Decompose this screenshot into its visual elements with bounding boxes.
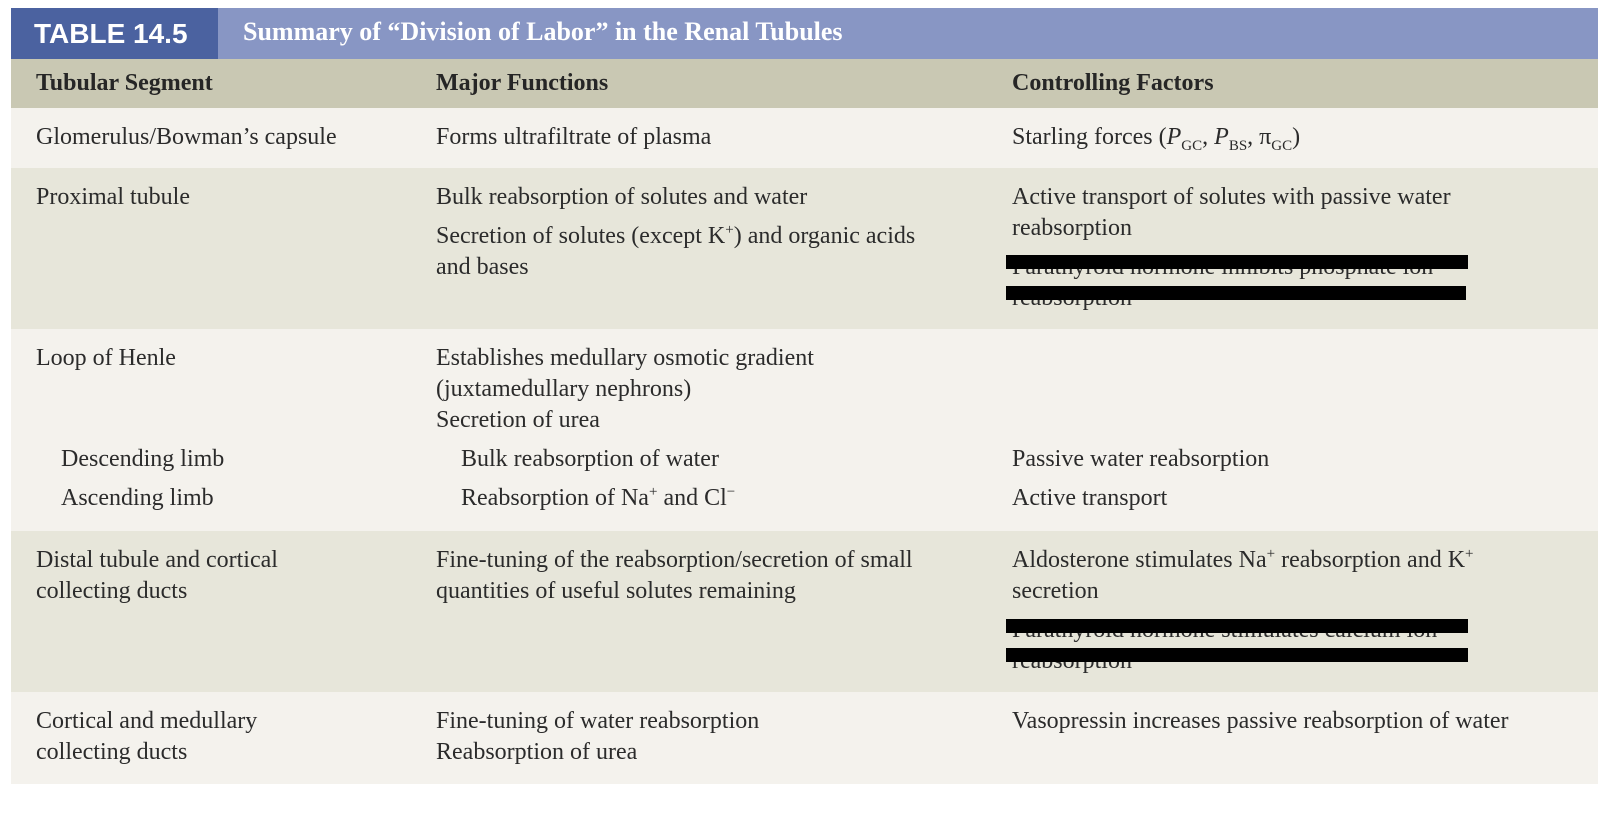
function-line: Bulk reabsorption of solutes and water xyxy=(436,184,808,210)
header-major-functions: Major Functions xyxy=(436,70,609,96)
redacted-line xyxy=(1012,283,1598,314)
function-descending-limb: Bulk reabsorption of water xyxy=(461,446,719,472)
table-row-collecting-ducts xyxy=(11,692,1598,784)
function-line: and bases xyxy=(436,254,529,280)
function-text: Reabsorption of Na xyxy=(461,485,649,511)
superscript: + xyxy=(648,484,658,500)
subscript: GC xyxy=(1271,137,1293,154)
segment-cell xyxy=(11,343,414,531)
segment-line: collecting ducts xyxy=(36,739,188,765)
function-line xyxy=(436,221,985,252)
table-header-row xyxy=(11,59,1598,108)
factor-line xyxy=(1012,545,1598,576)
function-line: Secretion of urea xyxy=(436,407,600,433)
factor-cell: Vasopressin increases passive reabsorption of water xyxy=(1012,708,1509,734)
function-ascending-limb xyxy=(436,483,985,514)
superscript: + xyxy=(1465,546,1474,562)
subscript: BS xyxy=(1228,137,1248,154)
factor-text: ) xyxy=(1292,124,1301,150)
function-cell: Forms ultrafiltrate of plasma xyxy=(436,124,712,150)
function-cell xyxy=(414,545,985,692)
segment-cell xyxy=(11,706,414,784)
spacer xyxy=(1012,343,1598,436)
segment-line: Loop of Henle xyxy=(36,345,176,371)
segment-cell: Glomerulus/Bowman’s capsule xyxy=(36,124,337,150)
function-cell xyxy=(414,706,985,784)
function-line: Fine-tuning of the reabsorption/secretion of small xyxy=(436,547,913,573)
function-text: ) and organic acids xyxy=(733,223,916,249)
table-row-loop-of-henle xyxy=(11,329,1598,531)
function-text: and Cl xyxy=(657,485,727,511)
pi-symbol: π xyxy=(1259,124,1272,150)
function-line: Reabsorption of urea xyxy=(436,739,638,765)
factor-line: Active transport of solutes with passive water xyxy=(1012,184,1451,210)
factor-descending-limb: Passive water reabsorption xyxy=(1012,446,1270,472)
pressure-symbol: P xyxy=(1214,124,1229,150)
redaction-bar xyxy=(1006,648,1468,662)
superscript: + xyxy=(725,222,734,238)
redaction-bar xyxy=(1006,619,1468,633)
spacer xyxy=(36,374,414,436)
table-title-bar xyxy=(11,8,1598,59)
redacted-line xyxy=(1012,252,1598,283)
function-cell xyxy=(414,182,985,329)
header-tubular-segment: Tubular Segment xyxy=(36,70,213,96)
factor-text: reabsorption and K xyxy=(1275,547,1466,573)
table-row-glomerulus xyxy=(11,108,1598,168)
factor-text: Aldosterone stimulates Na xyxy=(1012,547,1267,573)
factor-cell xyxy=(985,122,1598,168)
segment-ascending-limb: Ascending limb xyxy=(61,485,214,511)
factor-text: Starling forces ( xyxy=(1012,124,1167,150)
redaction-bar xyxy=(1006,286,1466,300)
function-line: quantities of useful solutes remaining xyxy=(436,578,796,604)
header-controlling-factors: Controlling Factors xyxy=(1012,70,1214,96)
redacted-line xyxy=(1012,646,1598,677)
segment-line: Cortical and medullary xyxy=(36,708,258,734)
function-line: Fine-tuning of water reabsorption xyxy=(436,708,760,734)
table-number: TABLE 14.5 xyxy=(11,8,218,59)
superscript: + xyxy=(1266,546,1276,562)
subscript: GC xyxy=(1181,137,1203,154)
segment-descending-limb: Descending limb xyxy=(61,446,225,472)
redacted-line xyxy=(1012,615,1598,646)
factor-cell xyxy=(985,343,1598,531)
segment-cell xyxy=(11,545,414,692)
table-title: Summary of “Division of Labor” in the Renal Tubules xyxy=(243,17,843,46)
renal-table xyxy=(11,8,1598,784)
pressure-symbol: P xyxy=(1166,124,1182,150)
separator: , xyxy=(1247,124,1260,150)
separator: , xyxy=(1202,124,1215,150)
segment-line: collecting ducts xyxy=(36,578,188,604)
function-line: Establishes medullary osmotic gradient xyxy=(436,345,814,371)
segment-cell: Proximal tubule xyxy=(36,184,190,210)
factor-ascending-limb: Active transport xyxy=(1012,485,1168,511)
function-line: (juxtamedullary nephrons) xyxy=(436,376,692,402)
factor-cell xyxy=(985,545,1598,692)
function-cell xyxy=(414,343,985,531)
factor-cell xyxy=(985,182,1598,329)
factor-line: reabsorption xyxy=(1012,215,1132,241)
factor-line: secretion xyxy=(1012,578,1099,604)
superscript: − xyxy=(726,484,736,500)
redaction-bar xyxy=(1006,255,1468,269)
table-row-distal-tubule xyxy=(11,531,1598,692)
table-row-proximal xyxy=(11,168,1598,329)
function-text: Secretion of solutes (except K xyxy=(436,223,726,249)
segment-line: Distal tubule and cortical xyxy=(36,547,278,573)
